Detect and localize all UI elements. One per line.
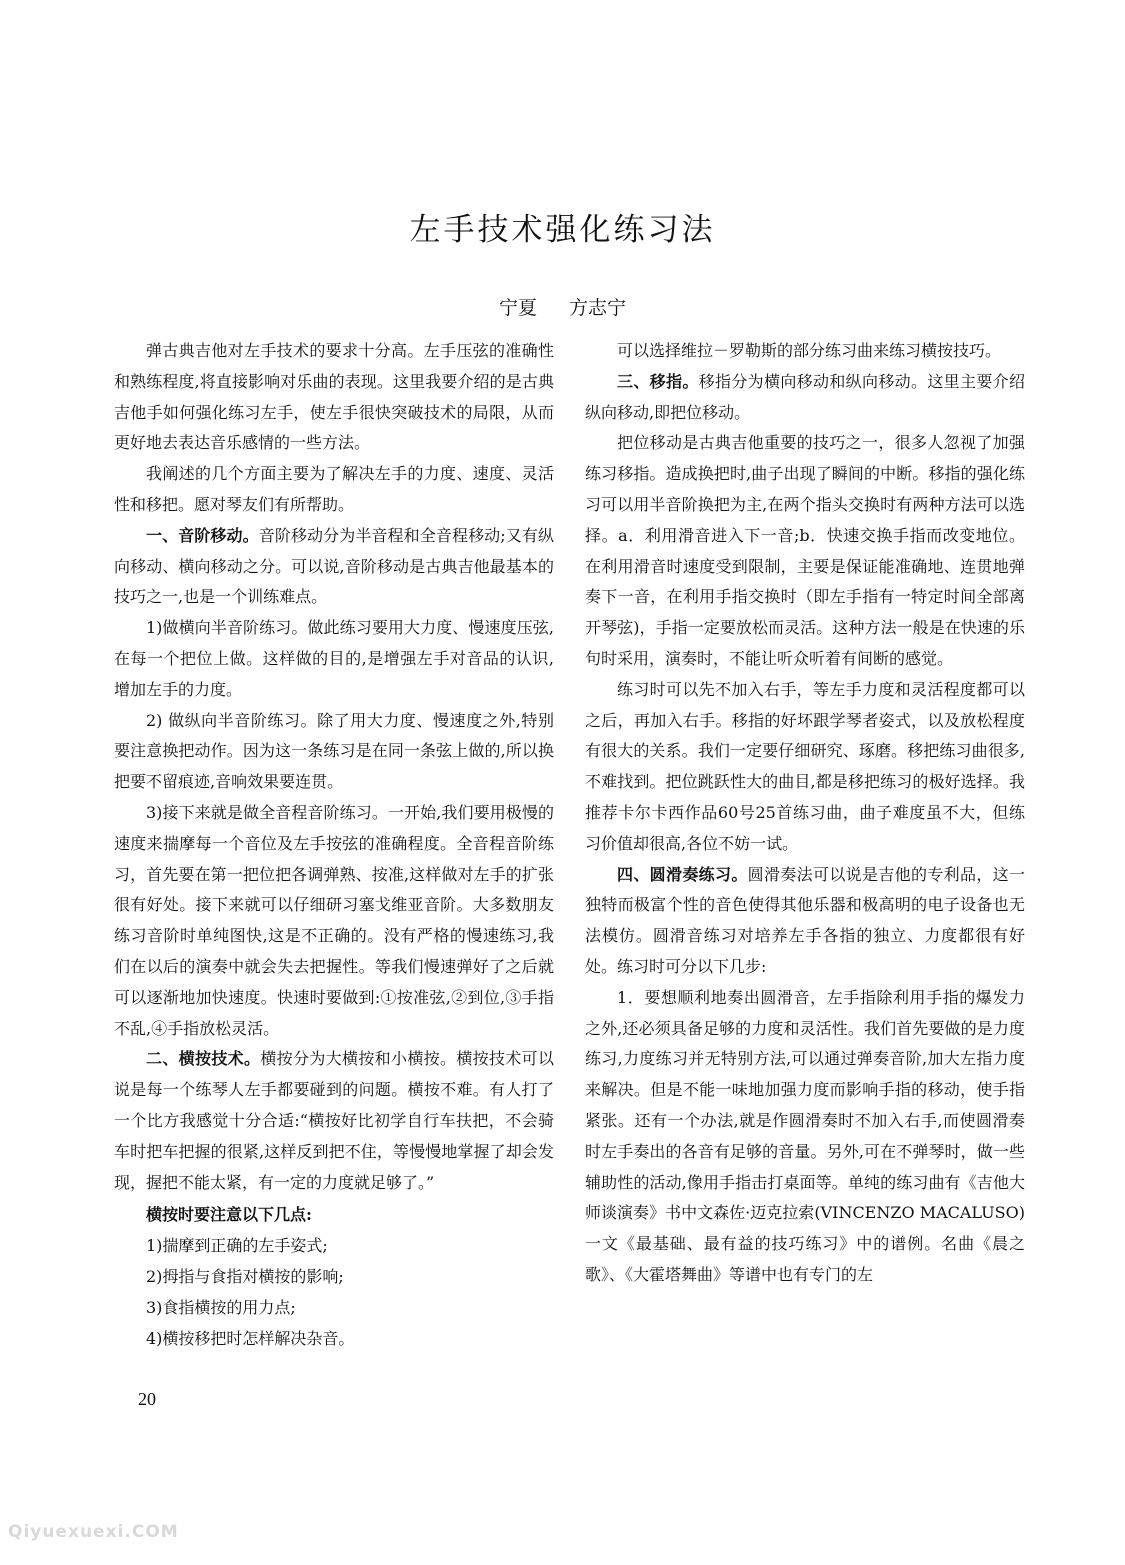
paragraph: 可以选择维拉－罗勒斯的部分练习曲来练习横按技巧。 — [617, 341, 1002, 360]
paragraph: 弹古典吉他对左手技术的要求十分高。左手压弦的准确性和熟练程度,将直接影响对乐曲的表现。这里我要介绍的是古典吉他手如何强化练习左手，使左手很快突破技术的局限，从而更好地去表达音乐感情的一些方法。 — [114, 341, 554, 453]
paragraph: 2) 做纵向半音阶练习。除了用大力度、慢速度之外,特别要注意换把动作。因为这一条练习是在同一条弦上做的,所以换把要不留痕迹,音响效果要连贯。 — [114, 710, 554, 792]
author-byline: 宁夏 方志宁 — [498, 297, 627, 319]
paragraph: 四、圆滑奏练习。圆滑奏法可以说是吉他的专利品，这一独特而极富个性的音色使得其他乐器和极高明的电子设备也无法模仿。圆滑音练习对培养左手各指的独立、力度都很有好处。练习时可分以下几步: — [585, 864, 1025, 976]
section-heading: 二、横按技术。 — [146, 1049, 261, 1069]
paragraph: 我阐述的几个方面主要为了解决左手的力度、速度、灵活性和移把。愿对琴友们有所帮助。 — [114, 464, 554, 514]
right-column — [585, 336, 1025, 1291]
paragraph: 1)做横向半音阶练习。做此练习要用大力度、慢速度压弦,在每一个把位上做。这样做的目的,是增强左手对音品的认识,增加左手的力度。 — [114, 618, 554, 699]
paragraph: 把位移动是古典吉他重要的技巧之一，很多人忽视了加强练习移指。造成换把时,曲子出现了瞬间的中断。移指的强化练习可以用半音阶换把为主,在两个指头交换时有两种方法可以选择。a．利用滑音进入下一音;b．快速交换手指而改变地位。在利用滑音时速度受到限制，主要是保证能准确地、连贯地弹奏下一音，在利用手指交换时（即左手指有一特定时间全部离开琴弦)，手指一定要放松而灵活。这种方法一般是在快速的乐句时采用，演奏时，不能让听众听着有间断的感觉。 — [585, 433, 1025, 668]
list-item: 3)食指横按的用力点; — [146, 1297, 296, 1317]
section-heading: 一、音阶移动。 — [146, 525, 259, 545]
site-watermark: Qiyuexuexi.COM — [8, 1522, 179, 1542]
list-item: 2)拇指与食指对横按的影响; — [146, 1266, 344, 1286]
page-number: 20 — [138, 1389, 156, 1409]
section-heading: 三、移指。 — [617, 371, 699, 391]
article-title: 左手技术强化练习法 — [409, 211, 716, 248]
paragraph: 3)接下来就是做全音程音阶练习。一开始,我们要用极慢的速度来揣摩每一个音位及左手按弦的准确程度。全音程音阶练习，首先要在第一把位把各调弹熟、按准,这样做对左手的扩张很有好处。接下来就可以仔细研习塞戈维亚音阶。大多数朋友练习音阶时单纯图快,这是不正确的。没有严格的慢速练习,我们在以后的演奏中就会失去把握性。等我们慢速弹好了之后就可以逐渐地加快速度。快速时要做到:①按准弦,②到位,③手指不乱,④手指放松灵活。 — [114, 802, 554, 1038]
list-item: 4)横按移把时怎样解决杂音。 — [146, 1328, 355, 1348]
paragraph: 二、横按技术。横按分为大横按和小横按。横按技术可以说是每一个练琴人左手都要碰到的问题。横按不难。有人打了一个比方我感觉十分合适:“横按好比初学自行车扶把，不会骑车时把车把握的很紧,这样反到把不住，等慢慢地掌握了却会发现，握把不能太紧，有一定的力度就足够了。” — [114, 1049, 554, 1192]
paragraph: 一、音阶移动。音阶移动分为半音程和全音程移动;又有纵向移动、横向移动之分。可以说,音阶移动是古典吉他最基本的技巧之一,也是一个训练难点。 — [114, 525, 554, 607]
paragraph: 练习时可以先不加入右手，等左手力度和灵活程度都可以之后，再加入右手。移指的好坏跟学琴者姿式，以及放松程度有很大的关系。我们一定要仔细研究、琢磨。移把练习曲很多,不难找到。把位跳跃性大的曲目,都是移把练习的极好选择。我推荐卡尔卡西作品60号25首练习曲，曲子难度虽不大，但练习价值却很高,各位不妨一试。 — [585, 679, 1025, 853]
list-item: 1)揣摩到正确的左手姿式; — [146, 1236, 328, 1256]
section-heading: 四、圆滑奏练习。 — [617, 864, 748, 884]
paragraph: 三、移指。移指分为横向移动和纵向移动。这里主要介绍纵向移动,即把位移动。 — [585, 371, 1025, 422]
paragraph: 1．要想顺利地奏出圆滑音，左手指除利用手指的爆发力之外,还必须具备足够的力度和灵活性。我们首先要做的是力度练习,力度练习并无特别方法,可以通过弹奏音阶,加大左指力度来解决。但是不能一味地加强力度而影响手指的移动，使手指紧张。还有一个办法,就是作圆滑奏时不加入右手,而使圆滑奏时左手奏出的各音有足够的音量。另外,可在不弹琴时，做一些辅助性的活动,像用手指击打桌面等。单纯的练习曲有《吉他大师谈演奏》书中文森佐·迈克拉索(VINCENZO MACALUSO)一文《最基础、最有益的技巧练习》中的谱例。名曲《晨之歌》、《大霍塔舞曲》等谱中也有专门的左 — [585, 987, 1025, 1284]
list-heading: 横按时要注意以下几点: — [146, 1205, 312, 1225]
left-column — [114, 336, 554, 1354]
